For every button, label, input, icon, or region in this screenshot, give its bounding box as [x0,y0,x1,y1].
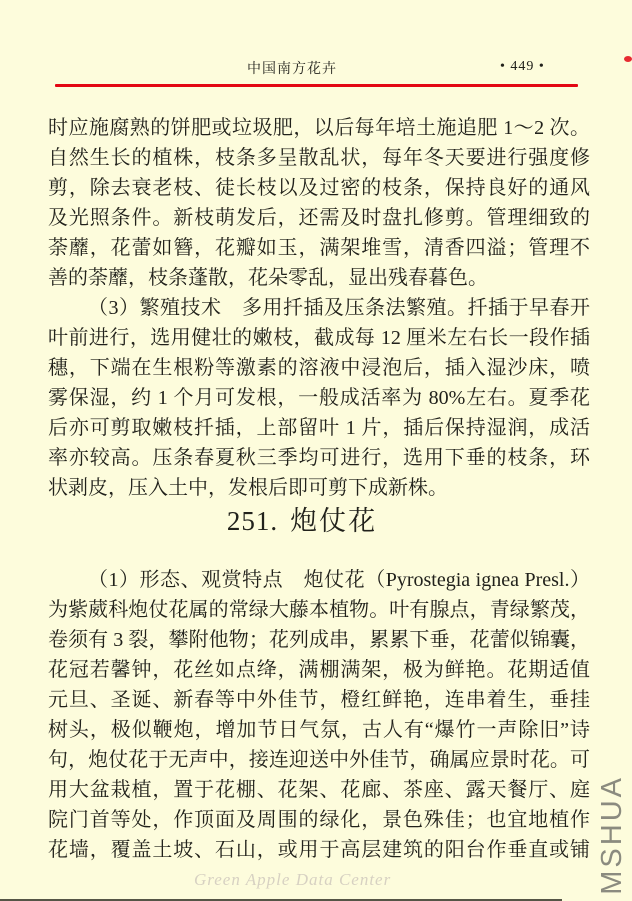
text-line: 荼蘼，花蕾如簪，花瓣如玉，满架堆雪，清香四溢；管理不 [48,237,590,259]
text-line: 善的荼蘼，枝条蓬散，花朵零乱，显出残春暮色。 [48,267,488,289]
text-line: （1）形态、观赏特点 炮仗花（Pyrostegia ignea Presl.） [88,569,590,591]
text-line: 为紫葳科炮仗花属的常绿大藤本植物。叶有腺点，青绿繁茂， [48,599,590,621]
section-title: 炮仗花 [290,506,378,536]
scan-red-speck [624,56,632,62]
text-line: 雾保湿，约 1 个月可发根，一般成活率为 80%左右。夏季花 [48,387,590,409]
section-number: 251. [226,506,279,536]
text-line: 花墙，覆盖土坡、石山，或用于高层建筑的阳台作垂直或铺 [48,839,590,861]
text-line: 句，炮仗花于无声中，接连迎送中外佳节，确属应景时花。可 [48,749,590,771]
text-line: 用大盆栽植，置于花棚、花架、花廊、茶座、露天餐厅、庭 [48,779,590,801]
text-line: 状剥皮，压入土中，发根后即可剪下成新株。 [48,477,448,499]
text-line: 花冠若馨钟，花丝如点绛，满棚满架，极为鲜艳。花期适值 [48,659,590,681]
text-line: 及光照条件。新枝萌发后，还需及时盘扎修剪。管理细致的 [48,207,590,229]
text-line: 后亦可剪取嫩枝扦插，上部留叶 1 片，插后保持湿润，成活 [48,417,590,439]
text-line: （3）繁殖技术 多用扦插及压条法繁殖。扦插于早春开 [88,297,590,319]
section-heading [31,503,573,539]
paragraph-2 [48,565,590,865]
paragraph-1 [48,113,590,503]
book-title: 中国南方花卉 [247,62,337,77]
mshua-side-watermark: MSHUA [596,775,628,895]
data-center-watermark: Green Apple Data Center [194,870,392,889]
text-line: 率亦较高。压条春夏秋三季均可进行，选用下垂的枝条，环 [48,447,590,469]
text-line: 叶前进行，选用健壮的嫩枝，截成每 12 厘米左右长一段作插 [48,327,590,349]
text-line: 元旦、圣诞、新春等中外佳节，橙红鲜艳，连串着生，垂挂 [48,689,590,711]
text-line: 卷须有 3 裂，攀附他物；花列成串，累累下垂，花蕾似锦囊， [48,629,590,651]
text-line: 树头，极似鞭炮，增加节日气氛，古人有“爆竹一声除旧”诗 [48,719,590,741]
text-line: 自然生长的植株，枝条多呈散乱状，每年冬天要进行强度修 [48,147,590,169]
text-line: 剪，除去衰老枝、徒长枝以及过密的枝条，保持良好的通风 [48,177,590,199]
header-rule [55,84,578,87]
text-line: 时应施腐熟的饼肥或垃圾肥，以后每年培土施追肥 1～2 次。 [48,117,590,139]
text-line: 穗，下端在生根粉等激素的溶液中浸泡后，插入湿沙床，喷 [48,357,590,379]
page-number: • 449 • [500,59,545,74]
text-line: 院门首等处，作顶面及周围的绿化，景色殊佳；也宜地植作 [48,809,590,831]
